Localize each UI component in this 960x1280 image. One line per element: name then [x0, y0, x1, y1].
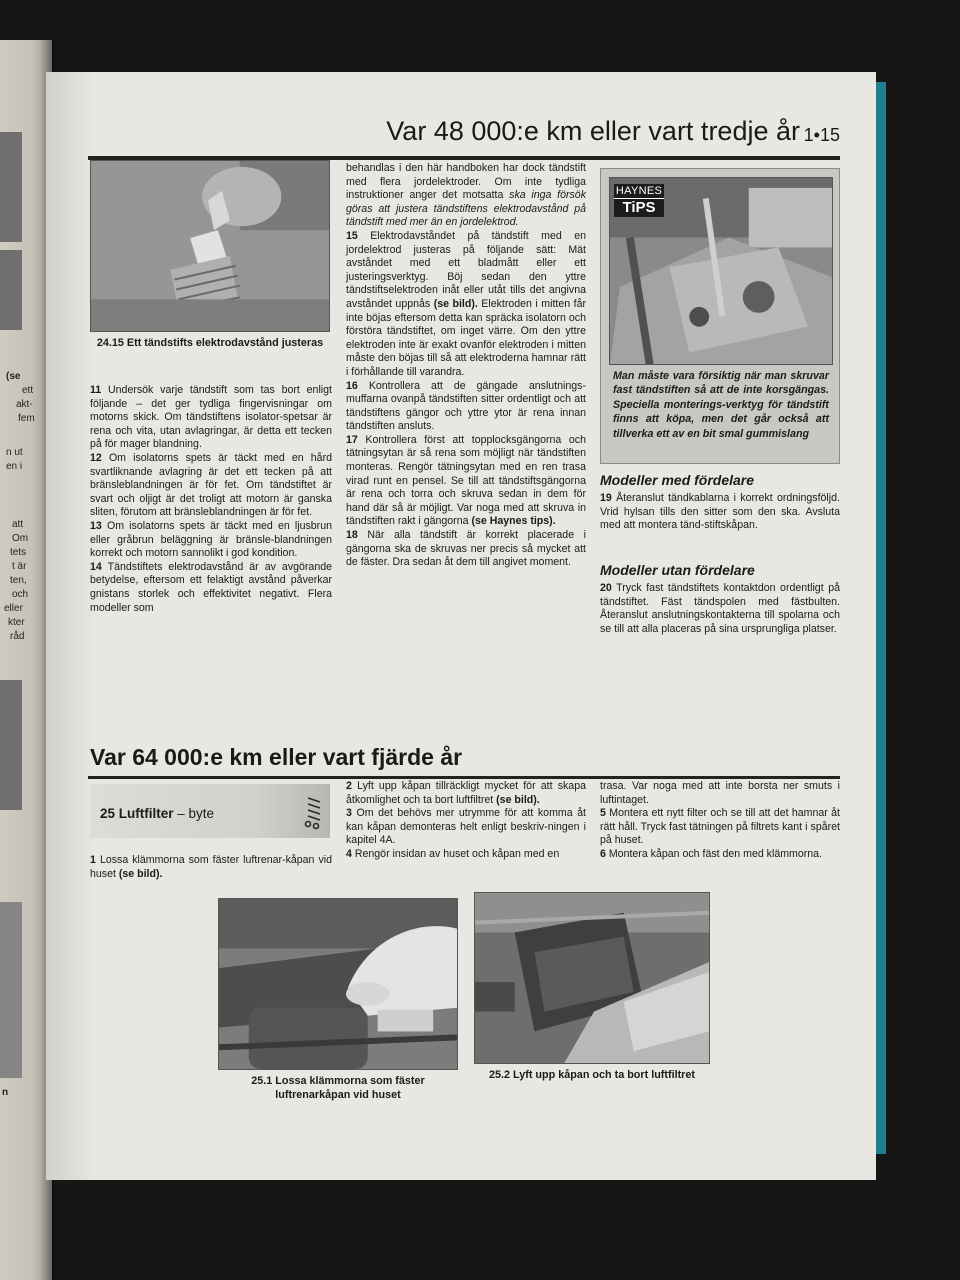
- paragraph-12: 12 Om isolatorns spets är täckt med en hård svartliknande avlagring är det ett tecken på att bränsleblandningen är för fet. Om tändstiftet är svart och oljigt är det troligt att motorn är ganska sliten, förutom att bränsleblandningen är för fet.: [90, 451, 332, 519]
- haynes-badge-label: HAYNES: [615, 185, 663, 197]
- paragraph-20: 20 Tryck fast tändstiftets kontaktdon ordentligt på tändstiftet. Fäst tändspolen med fästbulten. Återanslut anslutningskontakterna till spolarna och se till att alla placeras på sina ursprungliga platser.: [600, 582, 840, 635]
- paragraph-6: 6 Montera kåpan och fäst den med klämmorna.: [600, 847, 823, 860]
- page-number: 1•15: [803, 125, 840, 145]
- paragraph-13: 13 Om isolatorns spets är täckt med en ljusbrun eller gråbrun beläggning är bränsle-blandningen korrekt och motorn sannolikt i god kondition.: [90, 519, 332, 560]
- previous-page-photo: [0, 680, 22, 810]
- haynes-tip-text: Man måste vara försiktig när man skruvar fast tändstiften så att de inte korsgängas. Speciella monterings-verktyg för tändstift finns att köpa, men det går också att tillverka ett av en bit smal gummislang: [613, 370, 829, 440]
- subheading-without-distributor: Modeller utan fördelare: [600, 562, 755, 578]
- air-filter-lift-illustration: [475, 893, 709, 1063]
- previous-page-photo: [0, 902, 22, 1078]
- paragraph-4-continued: trasa. Var noga med att inte borsta ner smuts i luftintaget.: [600, 780, 840, 806]
- previous-page-text: n: [2, 1087, 9, 1098]
- paragraph-2: 2 Lyft upp kåpan tillräckligt mycket för att skapa åtkomlighet och ta bort luftfiltret (se bild).: [346, 780, 586, 806]
- paragraph-18: 18 När alla tändstift är korrekt placerade i gängorna ska de skruvas ner precis så mycket att de fäster. Dra sedan åt dem till angivet moment.: [346, 529, 586, 569]
- manual-page: [46, 72, 876, 1180]
- paragraph-17: 17 Kontrollera först att topplocksgängorna och tätningsytan är så rena som möjligt när tändstiften monteras. Rengör tätningsytan med en ren trasa virad runt en pensel. Se till att tändstiftsgängorna är rena och torra och skruva sedan in dem för hand där så är möjligt. Var noga med att skruva in tändstiften rakt i gängorna (se Haynes tips).: [346, 433, 586, 528]
- previous-page-text: kter: [8, 617, 25, 628]
- haynes-tips-badge: [614, 184, 664, 217]
- previous-page-text: att: [12, 519, 24, 530]
- previous-page-text: eller: [4, 603, 23, 614]
- previous-page-text: ten,: [10, 575, 27, 586]
- paragraph-5: 5 Montera ett nytt filter och se till att det hamnar åt rätt håll. Tryck fast tätningen på filtrets kant i spåret på huset.: [600, 807, 840, 847]
- previous-page-photo: [0, 132, 22, 242]
- previous-page-text: råd: [10, 631, 25, 642]
- subheading-with-distributor: Modeller med fördelare: [600, 472, 755, 488]
- air-filter-lift-photo: [474, 892, 710, 1064]
- previous-page-text: n ut: [6, 447, 23, 458]
- paragraph-3: 3 Om det behövs mer utrymme för att komma åt kan kåpan demonteras helt enligt beskriv-ningen i kapitel 4A.: [346, 807, 586, 847]
- tips-badge-label: TiPS: [622, 199, 656, 216]
- paragraph-4: 4 Rengör insidan av huset och kåpan med en: [346, 847, 560, 860]
- engine-photo: [609, 177, 833, 365]
- spark-plug-photo: [90, 160, 330, 332]
- text-column-1: [90, 384, 332, 615]
- previous-page-text: och: [12, 589, 29, 600]
- running-head: [356, 112, 866, 156]
- figure-caption-25-2: 25.2 Lyft upp kåpan och ta bort luftfiltret: [489, 1069, 695, 1081]
- previous-page-text: en i: [6, 461, 23, 472]
- previous-page-photo: [0, 250, 22, 330]
- text-column-2: [346, 162, 586, 570]
- section-rule: [88, 776, 840, 779]
- task-label: 25 Luftfilter – byte: [100, 806, 215, 821]
- previous-page-text: akt-: [16, 399, 33, 410]
- haynes-tip-box: [600, 168, 840, 464]
- paragraph-14: 14 Tändstiftets elektrodavstånd är av avgörande betydelse, eftersom ett felaktigt avstånd påverkar gnistans storlek och effektivitet negativt. Flera modeller som: [90, 560, 332, 614]
- spanner-difficulty-icon: [304, 794, 324, 830]
- paragraph-11: 11 Undersök varje tändstift som tas bort enligt följande – det ger tydliga fingervisningar om motorns skick. Om tändstiftens isolator-spetsar är rena och vita, utan avlagringar, är detta ett tecken på för mager blandning.: [90, 384, 332, 451]
- previous-page-text: fem: [18, 413, 35, 424]
- text-column-3-section2: [600, 780, 840, 862]
- previous-page-text: (se: [6, 371, 21, 382]
- section-heading-64000: Var 64 000:e km eller vart fjärde år: [90, 744, 463, 770]
- paragraph-15: 15 Elektrodavståndet på tändstift med en jordelektrod justeras på följande sätt: Mät avståndet med ett bladmått eller ett justeringsverktyg. Böj sedan den yttre tändstiftselektroden inåt eller utåt tills det angivna avståndet uppnås (se bild). Elektroden i mitten får inte böjas eftersom detta kan spräcka isolatorn och förstöra tändstiftet, om inget värre. Om den yttre elektroden inte är exakt ovanför elektroden i mitten måste den böjas till så att elektroderna hamnar rätt i förhållande till varandra.: [346, 229, 586, 378]
- task-header-box: [90, 784, 330, 838]
- figure-caption-25-1: 25.1 Lossa klämmorna som fäster luftrenarkåpan vid huset: [251, 1075, 425, 1101]
- running-head-title: Var 48 000:e km eller vart tredje år: [386, 116, 800, 146]
- previous-page-text: Om: [12, 533, 29, 544]
- paragraph-19: 19 Återanslut tändkablarna i korrekt ordningsföljd. Vrid hylsan tills den sitter som den ska. Avsluta med att montera tänd-stiftskåpan.: [600, 492, 840, 532]
- paragraph-1: 1 Lossa klämmorna som fäster luftrenar-kåpan vid huset (se bild).: [90, 854, 332, 880]
- air-filter-clamp-photo: [218, 898, 458, 1070]
- paragraph-16: 16 Kontrollera att de gängade anslutnings-muffarna ovanpå tändstiften sitter ordentligt och att tändstiftens gängor och yttre ytor är rena innan tändstiften ansluts.: [346, 379, 586, 433]
- paragraph-14-continued: behandlas i den här handboken har dock tändstift med flera jordelektroder. Om inte tydliga instruktioner anger det motsatta ska inga försök göras att justera tändstiftens elektrodavstånd på tändstift med mer än en jordelektrod.: [346, 162, 586, 229]
- figure-caption-24-15: 24.15 Ett tändstifts elektrodavstånd justeras: [96, 337, 324, 349]
- spark-plug-photo-illustration: [91, 161, 329, 331]
- air-filter-clamp-illustration: [219, 899, 457, 1069]
- previous-page-text: t är: [12, 561, 27, 572]
- previous-page-text: tets: [10, 547, 27, 558]
- text-column-2-section2: [346, 780, 586, 862]
- previous-page-text: ett: [22, 385, 34, 396]
